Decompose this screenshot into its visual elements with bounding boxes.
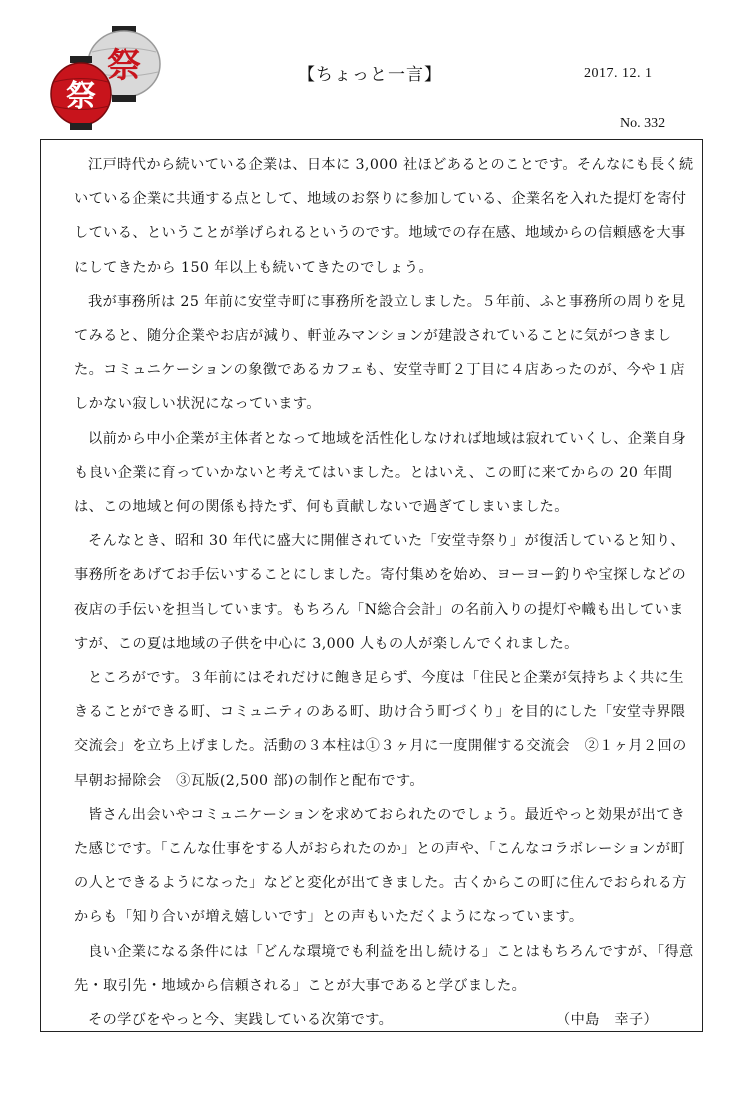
article-body [74,148,694,1037]
paragraph: ところがです。３年前にはそれだけに飽き足らず、今度は「住民と企業が気持ちよく共に生きることができる町、コミュニティのある町、助け合う町づくり」を目的にした「安堂寺界隈交流会」を立ち上げました。活動の３本柱は①３ヶ月に一度開催する交流会 ②１ヶ月２回の早朝お掃除会 ③瓦版(2,500 部)の制作と配布です。 [74,670,687,789]
paragraph: 我が事務所は 25 年前に安堂寺町に事務所を設立しました。５年前、ふと事務所の周りを見てみると、随分企業やお店が減り、軒並みマンションが建設されていることに気がつきました。コミュニケーションの象徴であるカフェも、安堂寺町２丁目に４店あったのが、今や１店しかない寂しい状況になっています。 [74,293,686,413]
author-signature: （中島 幸子） [556,1012,659,1029]
paragraph: 良い企業になる条件には「どんな環境でも利益を出し続ける」ことはもちろんですが、「得意先・取引先・地域から信頼される」ことが大事であると学びました。 [74,943,694,994]
paragraph: そんなとき、昭和 30 年代に盛大に開催されていた「安堂寺祭り」が復活していると知り、事務所をあげてお手伝いすることにしました。寄付集めを始め、ヨーヨー釣りや宝探しなどの夜店の手伝いを担当しています。もちろん「N総合会計」の名前入りの提灯や幟も出していますが、この夏は地域の子供を中心に 3,000 人もの人が楽しんでくれました。 [74,533,687,652]
closing-line [74,1003,694,1037]
lantern-char-gray: 祭 [107,46,141,86]
closing-text: その学びをやっと今、実践している次第です。 [88,1012,394,1029]
page-title: 【ちょっと一言】 [298,65,442,85]
paragraph: 皆さん出会いやコミュニケーションを求めておられたのでしょう。最近やっと効果が出てきた感じです。「こんな仕事をする人がおられたのか」との声や、「こんなコラボレーションが町の人とできるようになった」などと変化が出てきました。古くからこの町に住んでおられる方からも「知り合いが増え嬉しいです」との声もいただくようになっています。 [74,806,687,926]
issue-date: 2017. 12. 1 [584,66,653,81]
issue-number: No. 332 [620,116,666,131]
lantern-char-red: 祭 [66,79,96,114]
paragraph: 以前から中小企業が主体者となって地域を活性化しなければ地域は寂れていくし、企業自身も良い企業に育っていかないと考えてはいました。とはいえ、この町に来てからの 20 年間は、この地域と何の関係も持たず、何も貢献しないで過ぎてしまいました。 [74,430,687,516]
paragraph: 江戸時代から続いている企業は、日本に 3,000 社ほどあるとのことです。そんなにも長く続いている企業に共通する点として、地域のお祭りに参加している、企業名を入れた提灯を寄付している、ということが挙げられるというのです。地域での存在感、地域からの信頼感を大事にしてきたから 150 年以上も続いてきたのでしょう。 [74,157,694,276]
